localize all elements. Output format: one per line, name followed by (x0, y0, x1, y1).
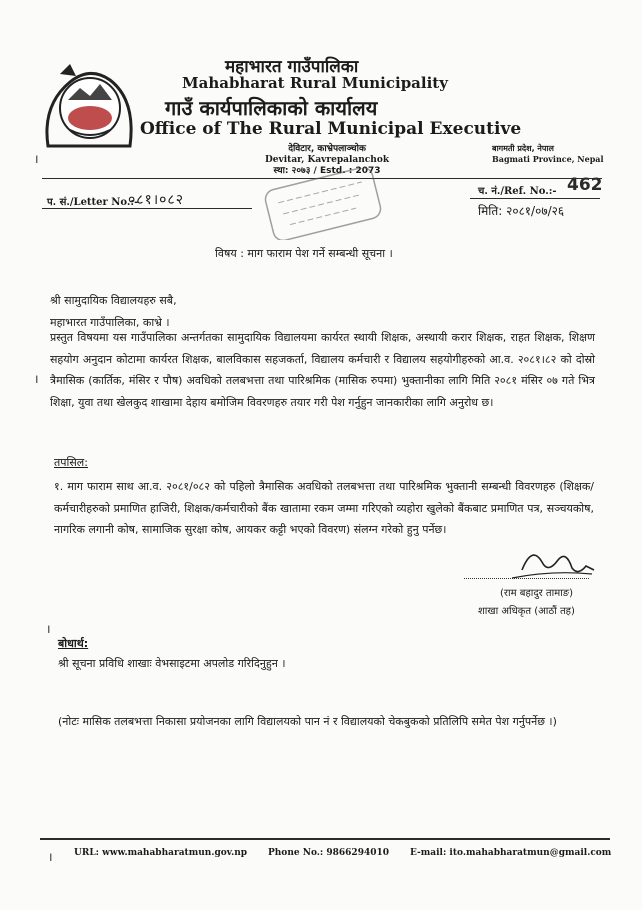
body-paragraph: प्रस्तुत विषयमा यस गाउँपालिका अन्तर्गतका सामुदायिक विद्यालयमा कार्यरत स्थायी शिक्षक, अस्थायी करार शिक्षक, राहत शिक्षक, शिक्षण सहयोग अनुदान कोटामा कार्यरत शिक्षक, बालविकास सहजकर्ता, विद्यालय कर्मचारी र विद्यालय सहयोगीहरुको आ.व. २०८१।८२ को दोस्रो त्रैमासिक (कार्तिक, मंसिर र पौष) अवधिको तलबभत्ता तथा पारिश्रमिक (मासिक रुपमा) भुक्तानीका लागि मिति २०८१ मंसिर ०७ गते भित्र शिक्षा, युवा तथा खेलकुद शाखामा देहाय बमोजिम विवरणहरु तयार गरी पेश गर्नुहुन जानकारीका लागि अनुरोध छ। (50, 331, 595, 409)
ref-no-label: च. नं./Ref. No.:- (478, 186, 557, 197)
letter-no-label: प. सं./Letter No.:- (47, 197, 139, 208)
cc-heading: बोधार्थ: (58, 637, 89, 650)
established: स्था: २०७३ / Estd. : 2073 (273, 166, 381, 176)
cc-text: श्री सूचना प्रविधि शाखाः वेभसाइटमा अपलोड गरिदिनुहुन । (58, 657, 286, 670)
footer-url[interactable]: URL: www.mahabharatmun.gov.np (74, 848, 248, 858)
address-en: Devitar, Kavrepalanchok (265, 155, 390, 165)
letter-subject: विषय : माग फाराम पेश गर्ने सम्बन्धी सूचना । (215, 247, 393, 260)
meta-rule-right (470, 198, 600, 199)
municipality-name-en: Mahabharat Rural Municipality (182, 74, 448, 92)
note-text: (नोटः मासिक तलबभत्ता निकासा प्रयोजनका लागि विद्यालयको पान नं र विद्यालयको चेकबुकको प्रतिलिपि समेत पेश गर्नुपर्नेछ ।) (58, 715, 557, 728)
margin-mark: । (34, 372, 39, 386)
office-name-np: गाउँ कार्यपालिकाको कार्यालय (165, 96, 378, 120)
margin-mark: । (48, 850, 53, 864)
attachment-text: १. माग फाराम साथ आ.व. २०८१/०८२ को पहिलो त्रैमासिक अवधिको तलबभत्ता तथा पारिश्रमिक भुक्तानी सम्बन्धी विवरणहरु (शिक्षक/कर्मचारीहरुको प्रमाणित हाजिरी, शिक्षक/कर्मचारीको बैंक खातामा रकम जम्मा गरिएको व्यहोरा खुलेको बैंकबाट प्रमाणित पत्र, सञ्चयकोष, नागरिक लगानी कोष, सामाजिक सुरक्षा कोष, आयकर कट्टी भएको विवरण) संलग्न गरेको हुनु पर्नेछ। (54, 480, 594, 536)
signatory-name: (राम बहादुर तामाङ) (500, 588, 574, 599)
footer-email[interactable]: E-mail: ito.mahabharatmun@gmail.com (410, 848, 612, 858)
province (492, 144, 604, 164)
municipality-name-np: महाभारत गाउँपालिका (225, 57, 359, 77)
signature-line (464, 578, 589, 579)
province-en: Bagmati Province, Nepal (492, 154, 604, 164)
addressee-line-2: महाभारत गाउँपालिका, काभ्रे । (50, 316, 170, 329)
margin-mark: । (34, 152, 39, 166)
address-np: देविटार, काभ्रेपलाञ्चोक (288, 144, 366, 154)
footer-phone: Phone No.: 9866294010 (268, 848, 389, 858)
office-seal-stamp (258, 168, 388, 240)
signatory-post: शाखा अधिकृत (आठौं तह) (478, 606, 575, 617)
municipality-emblem-icon (40, 60, 140, 150)
province-np: बागमती प्रदेश, नेपाल (492, 144, 554, 153)
letter-no-value: ०८१।०८२ (128, 192, 184, 208)
ref-no-value: 462 (567, 175, 603, 195)
office-name-en: Office of The Rural Municipal Executive (140, 119, 522, 139)
addressee-line-1: श्री सामुदायिक विद्यालयहरु सबै, (50, 294, 177, 307)
handwritten-signature (462, 540, 602, 588)
letter-date: मिति: २०८१/०७/२६ (478, 204, 565, 218)
footer-divider (40, 838, 610, 840)
margin-mark: । (46, 622, 51, 636)
attachment-heading: तपसिल: (54, 456, 88, 469)
meta-rule-left (42, 208, 252, 209)
